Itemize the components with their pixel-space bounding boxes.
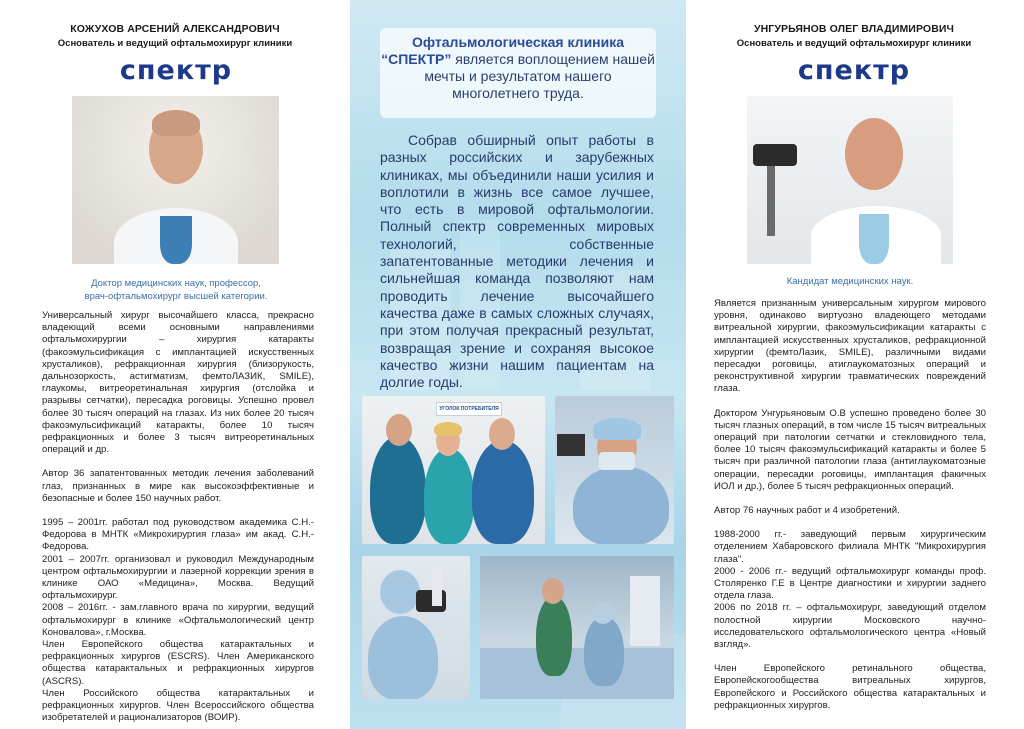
left-bio-paragraph-1: Универсальный хирург высочайшего класса, прекрасно владеющий всеми основными направлениями офтальмохирургии – хирургия катаракты (факоэмульсификация с имплантацией искусственных хрусталиков), рефракционная хирургия (близорукость, дальнозоркость, астигматизм, фемтоЛАЗИК, SMILE), глаукомы, витреоретинальная хирургия (отслойка и разрывы сетчатки), пересадка роговицы. Успешно провел более 30 тысяч операций на глазах. Из них более 20 тысяч факоэмульсификаций катаракты, более 10 тысяч рефракционных и более 3 тысяч витреоретинальных операций и др. [42,310,314,456]
right-bio-paragraph-2: Доктором Унгурьяновым О.В успешно проведено более 30 тысяч глазных операций, в том числе 15 тысяч витреальных операций при патологии сетчатки и стекловидного тела, более 10 тысяч факоэмульсификаций катаракты и более 5 тысяч при различной патологии глаза (антиглаукоматозные операции, пересадки роговицы, имплантация факичных ИОЛ и др.), более 5 тысяч рефракционных операций. [714,407,986,492]
intro-title-bold: Офтальмологическая клиника “СПЕКТР” [381,34,625,67]
left-caption [70,277,282,303]
team-photo [362,396,545,544]
left-portrait-photo [72,96,279,264]
middle-panel [350,0,686,729]
right-doctor-role: Основатель и ведущий офтальмохирург клиники [736,38,972,49]
intro-paragraph [380,132,654,391]
right-panel [686,0,1024,729]
intro-title [380,34,656,102]
intro-title-rest: является воплощением нашей мечты и результатом нашего многолетнего труда. [424,51,655,101]
left-bio-paragraph-2: Автор 36 запатентованных методик лечения заболеваний глаз, признанных в мире как высокоэффективные и безопасные и более 150 научных работ. [42,468,314,504]
right-bio-paragraph-1: Является признанным универсальным хирургом мирового уровня, одинаково виртуозно владеющего методами витреальной хирургии, факоэмульсификации катаракты с имплантацией искусственных хрусталиков, рефракционной хирургии (фемтоЛазик, SMILE), различными видами пересадки роговицы, атиглаукоматозных операций и реконструктивной хирургии травматических повреждений глаза. [714,298,986,395]
left-panel [0,0,350,729]
intro-paragraph-text: Собрав обширный опыт работы в разных российских и зарубежных клиниках, мы объединили наши усилия и воплотили в жизнь все самое лучшее, что есть в мировой офтальмологии. Полный спектр современных мировых технологий, собственные запатентованные методики лечения и сильнейшая команда позволяют нам проводить лечение высочайшего качества даже в самых сложных случаях, при этом получая прекрасный результат, возвращая зрение и сохраняя высокое качество жизни нашим пациентам на долгие годы. [380,132,654,391]
right-portrait-photo [747,96,953,264]
left-caption-line2: врач-офтальмохирург высшей категории. [84,291,268,302]
photo-sign: УГОЛОК ПОТРЕБИТЕЛЯ [436,402,502,416]
left-logo: спектр [119,55,233,86]
right-bio-paragraph-3: Автор 76 научных работ и 4 изобретений. [714,505,900,517]
left-doctor-name: КОЖУХОВ АРСЕНИЙ АЛЕКСАНДРОВИЧ [70,23,280,35]
operating-room-photo [480,556,674,699]
left-bio-paragraph-3: 1995 – 2001гг. работал под руководством академика С.Н.-Федорова в МНТК «Микрохирургия глаза» им акад. С.Н.-Федорова. 2001 – 2007гг. организовал и руководил Международным центром офтальмохирургии и лазерной коррекции зрения в клинике ОАО «Медицина», Москва. Ведущий офтальмохирург. 2008 – 2016гг. - зам.главного врача по хирургии, ведущий офтальмохирург в клинике «Офтальмологический центр Коновалова», г.Москва. Член Европейского общества катарактальных и рефракционных хирургов (ESCRS). Член Американского общества катарактальных и рефракционных хирургов (ASCRS). Член Российского общества катарактальных и рефракционных хирургов. Член Всероссийского общества изобретателей и рационализаторов (ВОИР). [42,517,314,724]
surgeon-photo [555,396,674,544]
right-bio-paragraph-4: 1988-2000 гг.- заведующий первым хирургическим отделением Хабаровского филиала МНТК "Микрохирургия глаза". 2000 - 2006 гг.- ведущий офтальмохирург команды проф. Столяренко Г.Е в Центре диагностики и хирургии заднего отдела глаза. 2006 по 2018 гг. – офтальмохирург, заведующий отделом полостной хирургии Московского научно-исследовательского офтальмологического центра «Новый взгляд». [714,529,986,651]
right-bio-paragraph-5: Член Европейского ретинального общества, Европейскогообщества витреальных хирургов, Европейского и Российского общества катарактальных и рефракционных хирургов. [714,663,986,711]
right-caption: Кандидат медицинских наук. [786,276,914,287]
microscope-photo [362,556,470,699]
left-caption-line1: Доктор медицинских наук, профессор, [91,278,261,289]
left-bio [42,310,314,725]
right-doctor-name: УНГУРЬЯНОВ ОЛЕГ ВЛАДИМИРОВИЧ [753,23,954,35]
right-bio [714,298,986,712]
left-doctor-role: Основатель и ведущий офтальмохирург клиники [57,38,293,49]
right-logo: спектр [797,55,911,86]
